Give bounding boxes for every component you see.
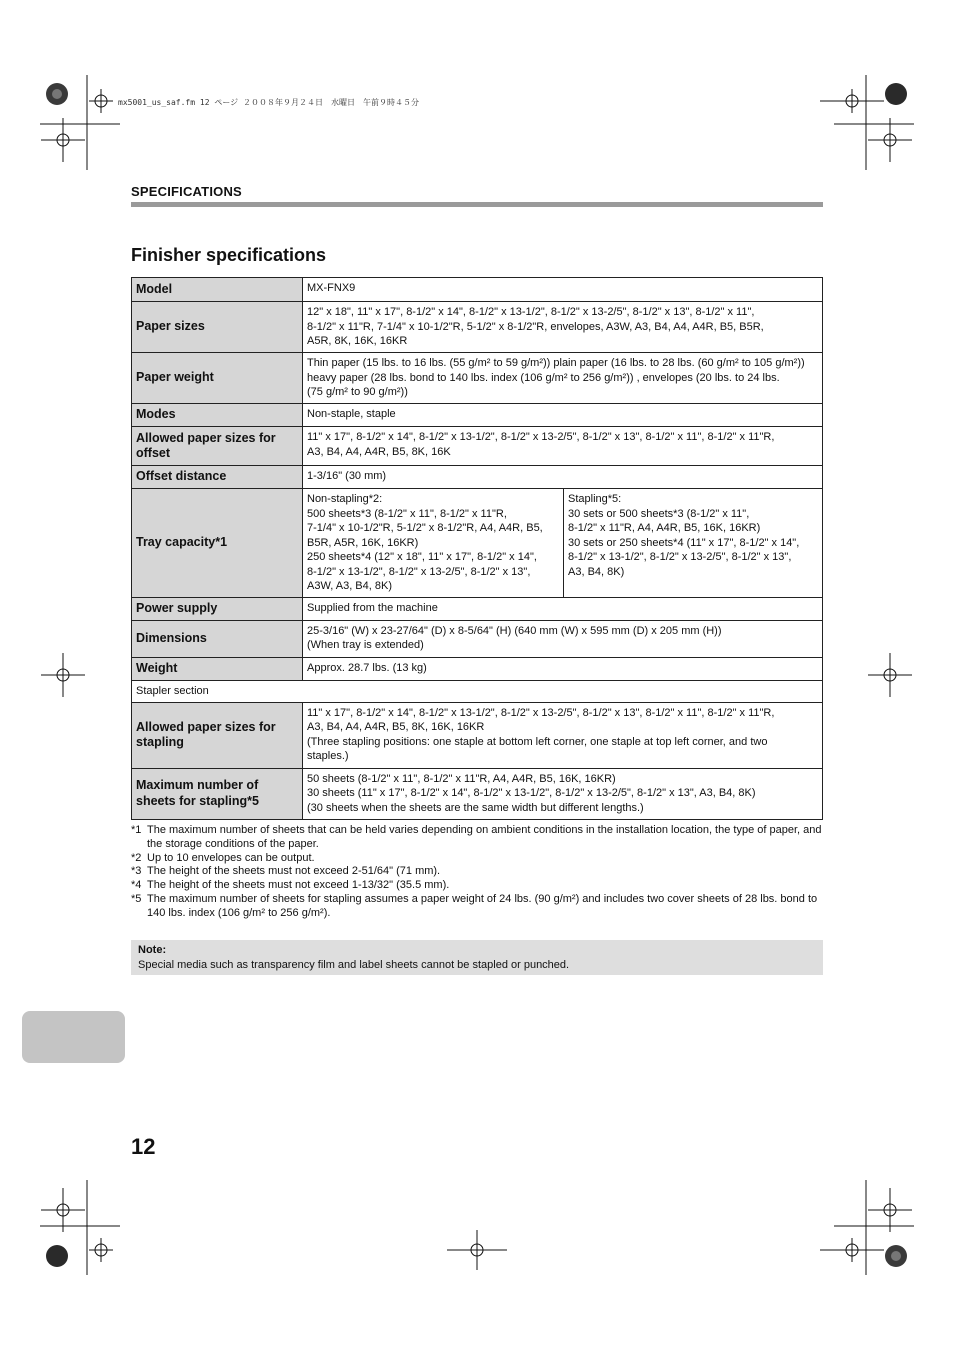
footnote-text: The height of the sheets must not exceed 2-51/64" (71 mm). bbox=[147, 865, 441, 878]
table-row bbox=[132, 466, 823, 489]
table-row bbox=[132, 278, 823, 302]
row-label: Paper sizes bbox=[132, 302, 303, 353]
footnote-mark: *5 bbox=[131, 892, 142, 905]
table-row bbox=[132, 489, 823, 598]
footnote-text: The maximum number of sheets for stapling assumes a paper weight of 24 lbs. (90 g/m²) and includes two cover sheets of 28 lbs. bond to 140 lbs. index (106 g/m² to 256 g/m²). bbox=[147, 892, 818, 919]
page-number: 12 bbox=[131, 1134, 156, 1159]
row-label: Weight bbox=[132, 657, 303, 680]
row-label: Tray capacity*1 bbox=[132, 489, 303, 598]
row-value: Approx. 28.7 lbs. (13 kg) bbox=[303, 657, 823, 680]
row-label: Model bbox=[132, 278, 303, 302]
section-divider bbox=[131, 202, 823, 207]
tray-non-stapling: Non-stapling*2: 500 sheets*3 (8-1/2" x 11", 8-1/2" x 11"R, 7-1/4" x 10-1/2"R, 5-1/2" x 8-1/2"R, A4, A4R, B5, B5R, A5R, 16K, 16KR) 250 sheets*4 (12" x 18", 11" x 17", 8-1/2" x 14", 8-1/2" x 13-1/2", 8-1/2" x 13-2/5", 8-1/2" x 13", A3W, A3, B4, 8K) bbox=[303, 489, 564, 598]
footnote-text: Up to 10 envelopes can be output. bbox=[147, 851, 315, 864]
row-label: Allowed paper sizes for offset bbox=[132, 427, 303, 466]
table-row bbox=[132, 404, 823, 427]
row-label: Dimensions bbox=[132, 620, 303, 657]
footnote-mark: *2 bbox=[131, 851, 142, 864]
table-row bbox=[132, 768, 823, 819]
footnote bbox=[131, 824, 823, 852]
table-row bbox=[132, 353, 823, 404]
table-row bbox=[132, 427, 823, 466]
footnote-text: The maximum number of sheets that can be held varies depending on ambient conditions in the installation location, the type of paper, and the storage conditions of the paper. bbox=[147, 824, 822, 850]
row-label: Power supply bbox=[132, 597, 303, 620]
row-value: 50 sheets (8-1/2" x 11", 8-1/2" x 11"R, A4, A4R, B5, 16K, 16KR) 30 sheets (11" x 17", 8-1/2" x 14", 8-1/2" x 13-1/2", 8-1/2" x 13-2/5", 8-1/2" x 13", A3, B4, 8K) (30 sheets when the sheets are the same width but different lengths.) bbox=[303, 768, 823, 819]
row-value: 12" x 18", 11" x 17", 8-1/2" x 14", 8-1/2" x 13-1/2", 8-1/2" x 13-2/5", 8-1/2" x 13", 8-1/2" x 11", 8-1/2" x 11"R, 7-1/4" x 10-1/2"R, 5-1/2" x 8-1/2"R, envelopes, A3W, A3, B4, A4, A4R, B5, B5R, A5R, 8K, 16K, 16KR bbox=[303, 302, 823, 353]
footnotes bbox=[131, 824, 823, 921]
row-value: Thin paper (15 lbs. to 16 lbs. (55 g/m² to 59 g/m²)) plain paper (16 lbs. to 28 lbs. (60 g/m² to 105 g/m²)) heavy paper (28 lbs. bond to 140 lbs. index (106 g/m² to 256 g/m²)) , envelopes (20 lbs. to 24 lbs. (75 g/m² to 90 g/m²)) bbox=[303, 353, 823, 404]
row-label: Modes bbox=[132, 404, 303, 427]
table-row bbox=[132, 302, 823, 353]
table-row bbox=[132, 620, 823, 657]
table-row bbox=[132, 680, 823, 702]
row-value: MX-FNX9 bbox=[303, 278, 823, 302]
file-header: mx5001_us_saf.fm 12 ページ ２００８年９月２４日 水曜日 午前９時４５分 bbox=[118, 98, 419, 107]
row-value: 11" x 17", 8-1/2" x 14", 8-1/2" x 13-1/2", 8-1/2" x 13-2/5", 8-1/2" x 13", 8-1/2" x 11", 8-1/2" x 11"R, A3, B4, A4, A4R, B5, 8K, 16K bbox=[303, 427, 823, 466]
note-title: Note: bbox=[138, 944, 167, 956]
row-label: Paper weight bbox=[132, 353, 303, 404]
footnote bbox=[131, 865, 823, 879]
spec-table bbox=[131, 277, 823, 820]
table-row bbox=[132, 702, 823, 768]
row-label: Allowed paper sizes for stapling bbox=[132, 702, 303, 768]
table-row bbox=[132, 657, 823, 680]
section-label: SPECIFICATIONS bbox=[131, 184, 242, 199]
footnote-mark: *4 bbox=[131, 879, 142, 892]
chapter-tab bbox=[22, 1011, 125, 1063]
footnote-text: The height of the sheets must not exceed 1-13/32" (35.5 mm). bbox=[147, 879, 450, 892]
tray-stapling: Stapling*5: 30 sets or 500 sheets*3 (8-1/2" x 11", 8-1/2" x 11"R, A4, A4R, B5, 16K, 16KR) 30 sets or 250 sheets*4 (11" x 17", 8-1/2" x 14", 8-1/2" x 13-1/2", 8-1/2" x 13-2/5", 8-1/2" x 13", A3, B4, 8K) bbox=[564, 489, 823, 598]
note-box bbox=[131, 940, 823, 975]
note-body: Special media such as transparency film and label sheets cannot be stapled or punched. bbox=[138, 959, 570, 971]
stapler-section-label: Stapler section bbox=[132, 680, 823, 702]
row-value: 11" x 17", 8-1/2" x 14", 8-1/2" x 13-1/2", 8-1/2" x 13-2/5", 8-1/2" x 13", 8-1/2" x 11", 8-1/2" x 11"R, A3, B4, A4, A4R, B5, 8K, 16K, 16KR (Three stapling positions: one staple at bottom left corner, one staple at top left corner, and two staples.) bbox=[303, 702, 823, 768]
row-label: Offset distance bbox=[132, 466, 303, 489]
row-value: 25-3/16" (W) x 23-27/64" (D) x 8-5/64" (H) (640 mm (W) x 595 mm (D) x 205 mm (H)) (When tray is extended) bbox=[303, 620, 823, 657]
footnote bbox=[131, 893, 823, 921]
footnote-mark: *3 bbox=[131, 865, 142, 878]
page-title: Finisher specifications bbox=[131, 245, 327, 265]
footnote bbox=[131, 852, 823, 866]
row-value: 1-3/16" (30 mm) bbox=[303, 466, 823, 489]
table-row bbox=[132, 597, 823, 620]
row-value: Supplied from the machine bbox=[303, 597, 823, 620]
row-label: Maximum number of sheets for stapling*5 bbox=[132, 768, 303, 819]
footnote-mark: *1 bbox=[131, 824, 142, 836]
footnote bbox=[131, 879, 823, 893]
row-value: Non-staple, staple bbox=[303, 404, 823, 427]
